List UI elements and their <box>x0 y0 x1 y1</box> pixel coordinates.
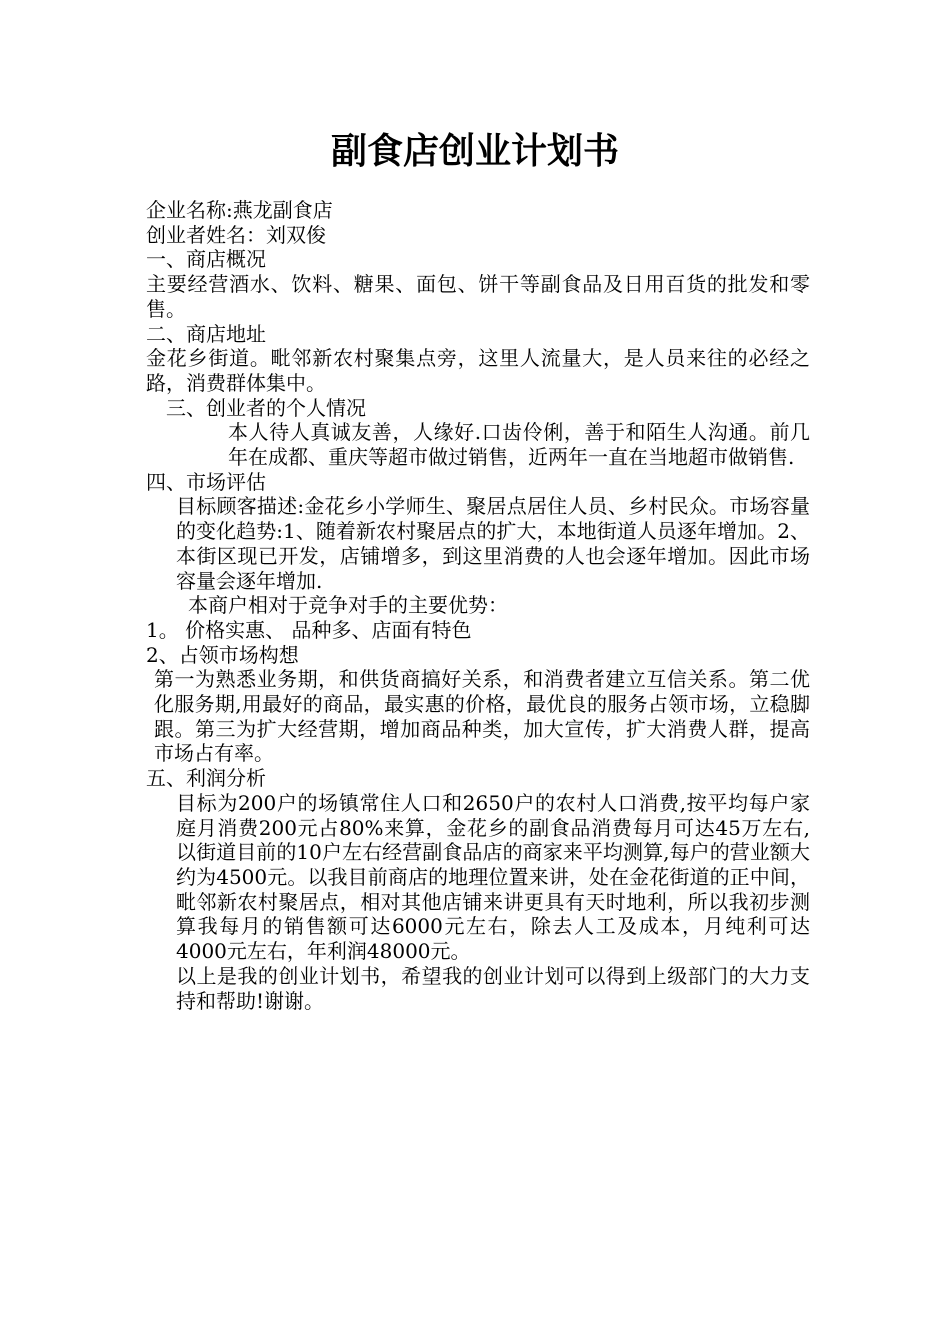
founder-name-line: 创业者姓名：刘双俊 <box>146 222 326 247</box>
subsection-heading-occupation: 2、占领市场构想 <box>146 642 299 667</box>
occupation-paragraph: 第一为熟悉业务期，和供货商搞好关系，和消费者建立互信关系。第二优化服务期,用最好的商品，最实惠的价格，最优良的服务占领市场，立稳脚跟。第三为扩大经营期，增加商品种类，加大宣传，扩大消费人群，提高市场占有率。 <box>154 667 810 766</box>
advantages-list: 1。 价格实惠、 品种多、店面有特色 <box>146 617 472 642</box>
advantages-intro: 本商户相对于竞争对手的主要优势： <box>188 593 508 618</box>
founder-paragraph: 本人待人真诚友善，人缘好.口齿伶俐，善于和陌生人沟通。前几年在成都、重庆等超市做过销售，近两年一直在当地超市做销售. <box>228 420 810 470</box>
closing-paragraph: 以上是我的创业计划书，希望我的创业计划可以得到上级部门的大力支持和帮助!谢谢。 <box>176 963 810 1013</box>
document-title: 副食店创业计划书 <box>330 131 619 172</box>
enterprise-name-line: 企业名称:燕龙副食店 <box>146 198 333 222</box>
profit-paragraph: 目标为200户的场镇常住人口和2650户的农村人口消费,按平均每户家庭月消费200元占80%来算，金花乡的副食品消费每月可达45万左右,以街道目前的10户左右经营副食品店的商家来平均测算,每户的营业额大约为4500元。以我目前商店的地理位置来讲，处在金花街道的正中间，毗邻新农村聚居点，相对其他店铺来讲更具有天时地利，所以我初步测算我每月的销售额可达6000元左右，除去人工及成本，月纯利可达4000元左右，年利润48000元。 <box>176 790 810 964</box>
document-body <box>146 198 810 1013</box>
market-paragraph: 目标顾客描述:金花乡小学师生、聚居点居住人员、乡村民众。市场容量的变化趋势:1、随着新农村聚居点的扩大，本地街道人员逐年增加。2、本街区现已开发，店铺增多，到这里消费的人也会逐年增加。因此市场容量会逐年增加. <box>176 494 810 593</box>
section-heading-profit: 五、利润分析 <box>146 766 266 791</box>
section-heading-overview: 一、商店概况 <box>146 247 266 272</box>
overview-paragraph: 主要经营酒水、饮料、糖果、面包、饼干等副食品及日用百货的批发和零售。 <box>146 272 810 321</box>
address-paragraph: 金花乡街道。毗邻新农村聚集点旁，这里人流量大，是人员来往的必经之路，消费群体集中。 <box>146 346 810 395</box>
section-heading-founder: 三、创业者的个人情况 <box>166 395 366 420</box>
section-heading-address: 二、商店地址 <box>146 321 266 346</box>
section-heading-market: 四、市场评估 <box>146 469 266 494</box>
